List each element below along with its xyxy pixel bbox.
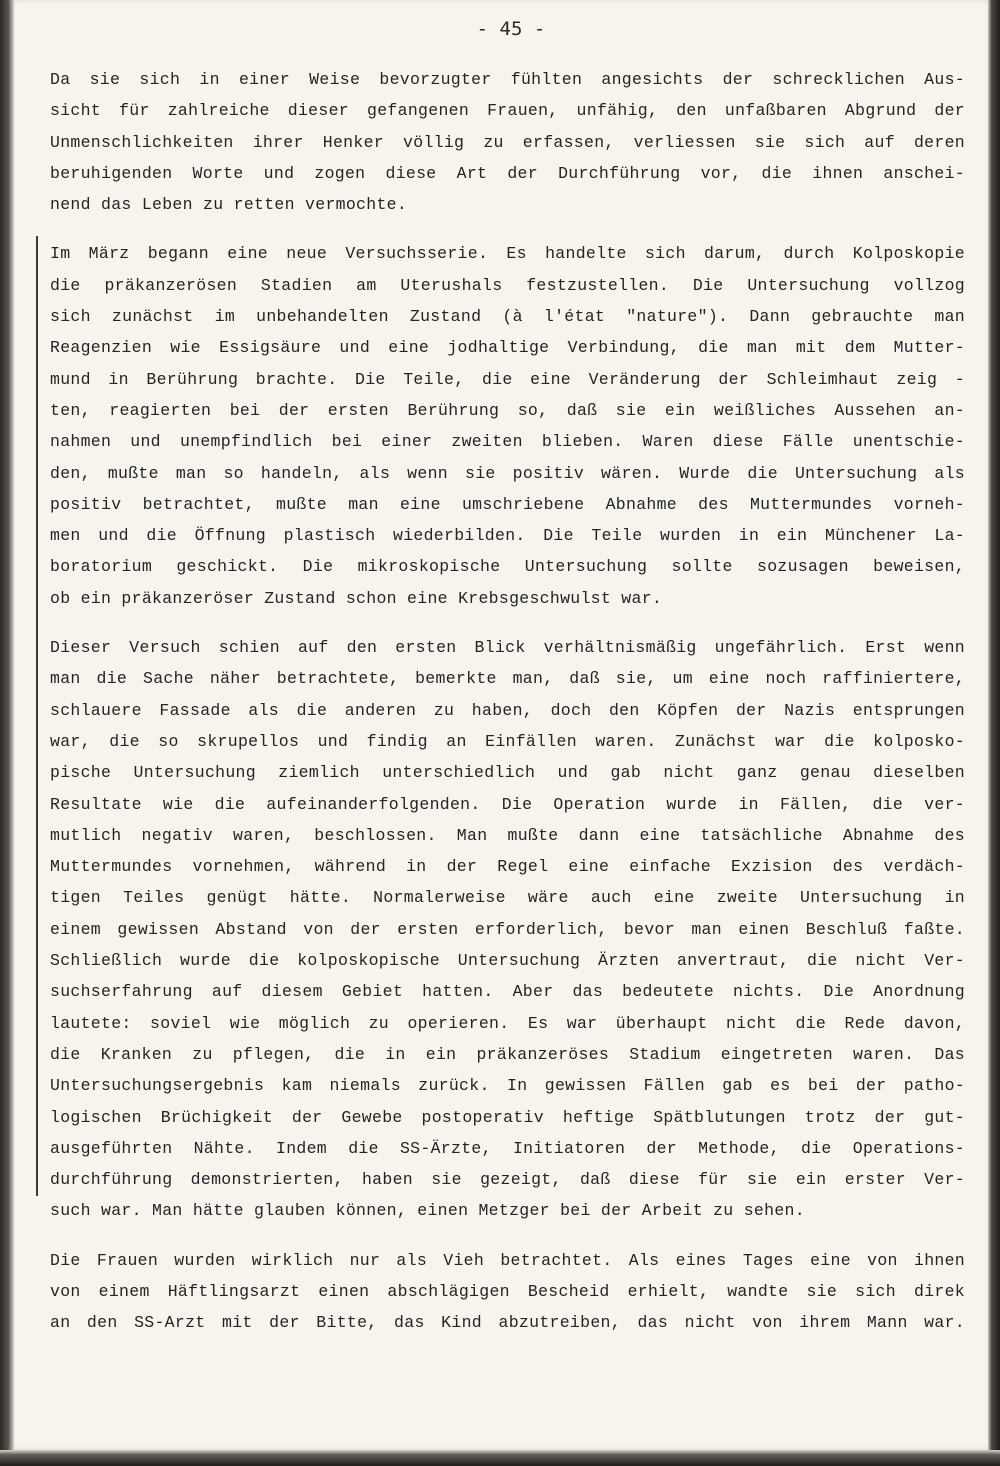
text-line: durchführung demonstrierten, haben sie gezeigt, daß diese für sie ein erster Ver- bbox=[50, 1170, 965, 1190]
page-edge-bottom bbox=[0, 1450, 1000, 1466]
text-line: einem gewissen Abstand von der ersten erforderlich, bevor man einen Beschluß faßte. bbox=[50, 919, 965, 939]
paragraph bbox=[50, 64, 965, 220]
text-line: schlauere Fassade als die anderen zu haben, doch den Köpfen der Nazis entsprungen bbox=[50, 700, 965, 720]
paragraph bbox=[50, 632, 965, 1227]
text-line: men und die Öffnung plastisch wiederbilden. Die Teile wurden in ein Münchener La- bbox=[50, 526, 965, 546]
text-line: tigen Teiles genügt hätte. Normalerweise wäre auch eine zweite Untersuchung in bbox=[50, 888, 965, 908]
page-edge-left bbox=[0, 0, 14, 1466]
text-line: war, die so skrupellos und findig an Einfällen waren. Zunächst war die kolposko- bbox=[50, 731, 965, 751]
body-text bbox=[50, 64, 965, 1357]
text-line: Unmenschlichkeiten ihrer Henker völlig zu erfassen, verliessen sie sich auf deren bbox=[50, 132, 965, 152]
text-line: Reagenzien wie Essigsäure und eine jodhaltige Verbindung, die man mit dem Mutter- bbox=[50, 338, 965, 358]
text-line: an den SS-Arzt mit der Bitte, das Kind abzutreiben, das nicht von ihrem Mann war. bbox=[50, 1313, 965, 1333]
text-line: die präkanzerösen Stadien am Uterushals festzustellen. Die Untersuchung vollzog bbox=[50, 275, 965, 295]
paragraph bbox=[50, 1245, 965, 1339]
text-line: ten, reagierten bei der ersten Berührung so, daß sie ein weißliches Aussehen an- bbox=[50, 400, 965, 420]
text-line: Da sie sich in einer Weise bevorzugter fühlten angesichts der schrecklichen Aus- bbox=[50, 70, 965, 89]
text-line: ausgeführten Nähte. Indem die SS-Ärzte, Initiatoren der Methode, die Operations- bbox=[50, 1138, 965, 1158]
page-number: - 45 - bbox=[476, 18, 546, 40]
paragraph bbox=[50, 238, 965, 614]
margin-marker-line bbox=[36, 236, 38, 1196]
text-line: Dieser Versuch schien auf den ersten Blick verhältnismäßig ungefährlich. Erst wenn bbox=[50, 638, 965, 658]
page-edge-right bbox=[988, 0, 1000, 1466]
text-line: Muttermundes vornehmen, während in der Regel eine einfache Exzision des verdäch- bbox=[50, 857, 965, 877]
text-line: Untersuchungsergebnis kam niemals zurück. In gewissen Fällen gab es bei der patho- bbox=[50, 1076, 965, 1096]
text-line: positiv betrachtet, mußte man eine umschriebene Abnahme des Muttermundes vorneh- bbox=[50, 494, 965, 514]
text-line: pische Untersuchung ziemlich unterschiedlich und gab nicht ganz genau dieselben bbox=[50, 763, 965, 783]
text-line: sich zunächst im unbehandelten Zustand (à l'état "nature"). Dann gebrauchte man bbox=[50, 307, 965, 327]
text-line: logischen Brüchigkeit der Gewebe postoperativ heftige Spätblutungen trotz der gut- bbox=[50, 1107, 965, 1127]
text-line: ob ein präkanzeröser Zustand schon eine Krebsgeschwulst war. bbox=[50, 588, 663, 608]
text-line: nend das Leben zu retten vermochte. bbox=[50, 195, 408, 215]
text-line: man die Sache näher betrachtete, bemerkte man, daß sie, um eine noch raffiniertere, bbox=[50, 669, 965, 689]
text-line: nahmen und unempfindlich bei einer zweiten blieben. Waren diese Fälle unentschie- bbox=[50, 432, 965, 452]
text-line: boratorium geschickt. Die mikroskopische Untersuchung sollte sozusagen beweisen, bbox=[50, 557, 965, 577]
text-line: Resultate wie die aufeinanderfolgenden. Die Operation wurde in Fällen, die ver- bbox=[50, 794, 965, 814]
text-line: such war. Man hätte glauben können, einen Metzger bei der Arbeit zu sehen. bbox=[50, 1201, 805, 1221]
text-line: mund in Berührung brachte. Die Teile, die eine Veränderung der Schleimhaut zeig - bbox=[50, 369, 965, 389]
text-line: sicht für zahlreiche dieser gefangenen Frauen, unfähig, den unfaßbaren Abgrund der bbox=[50, 101, 965, 121]
text-line: die Kranken zu pflegen, die in ein präkanzeröses Stadium eingetreten waren. Das bbox=[50, 1044, 965, 1064]
text-line: Im März begann eine neue Versuchsserie. Es handelte sich darum, durch Kolposkopie bbox=[50, 244, 965, 264]
text-line: lautete: soviel wie möglich zu operieren. Es war überhaupt nicht die Rede davon, bbox=[50, 1013, 965, 1033]
text-line: Schließlich wurde die kolposkopische Untersuchung Ärzten anvertraut, die nicht Ver- bbox=[50, 951, 965, 971]
text-line: Die Frauen wurden wirklich nur als Vieh betrachtet. Als eines Tages eine von ihnen bbox=[50, 1250, 965, 1270]
text-line: beruhigenden Worte und zogen diese Art der Durchführung vor, die ihnen anschei- bbox=[50, 163, 965, 183]
text-line: von einem Häftlingsarzt einen abschlägigen Bescheid erhielt, wandte sie sich direk bbox=[50, 1281, 965, 1301]
text-line: mutlich negativ waren, beschlossen. Man mußte dann eine tatsächliche Abnahme des bbox=[50, 825, 965, 845]
text-line: suchserfahrung auf diesem Gebiet hatten. Aber das bedeutete nichts. Die Anordnung bbox=[50, 982, 965, 1002]
text-line: den, mußte man so handeln, als wenn sie positiv wären. Wurde die Untersuchung als bbox=[50, 463, 965, 483]
